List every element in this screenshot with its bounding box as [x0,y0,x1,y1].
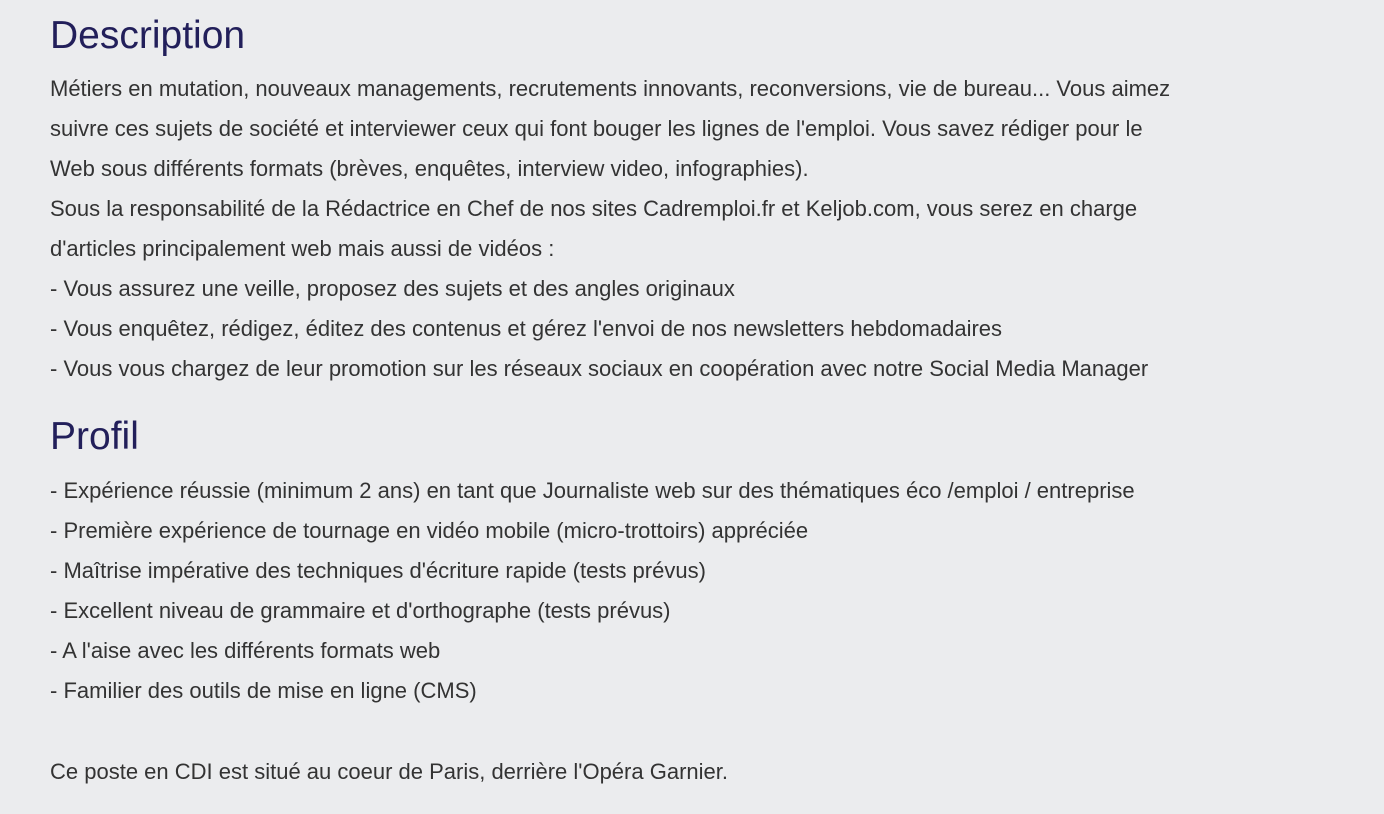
profil-requirements-list [50,471,1135,711]
profil-line: - Familier des outils de mise en ligne (CMS) [50,678,477,703]
description-line: suivre ces sujets de société et interviewer ceux qui font bouger les lignes de l'emploi. Vous savez rédiger pour le [50,116,1143,141]
profil-line: - Expérience réussie (minimum 2 ans) en tant que Journaliste web sur des thématiques éco /emploi / entreprise [50,478,1135,503]
description-line: Métiers en mutation, nouveaux managements, recrutements innovants, reconversions, vie de bureau... Vous aimez [50,76,1171,101]
description-line: - Vous enquêtez, rédigez, éditez des contenus et gérez l'envoi de nos newsletters hebdomadaires [50,316,1003,341]
profil-heading: Profil [50,415,139,458]
description-line: - Vous vous chargez de leur promotion sur les réseaux sociaux en coopération avec notre Social Media Manager [50,356,1149,381]
description-heading: Description [50,14,246,57]
profil-line: - Maîtrise impérative des techniques d'écriture rapide (tests prévus) [50,558,706,583]
job-location-text: Ce poste en CDI est situé au coeur de Paris, derrière l'Opéra Garnier. [50,759,728,784]
description-text [50,69,1170,389]
description-line: Sous la responsabilité de la Rédactrice en Chef de nos sites Cadremploi.fr et Keljob.com, vous serez en charge [50,196,1138,221]
profil-line: - A l'aise avec les différents formats web [50,638,441,663]
description-line: - Vous assurez une veille, proposez des sujets et des angles originaux [50,276,735,301]
description-line: Web sous différents formats (brèves, enquêtes, interview video, infographies). [50,156,809,181]
description-line: d'articles principalement web mais aussi de vidéos : [50,236,555,261]
profil-line: - Première expérience de tournage en vidéo mobile (micro-trottoirs) appréciée [50,518,809,543]
profil-line: - Excellent niveau de grammaire et d'orthographe (tests prévus) [50,598,671,623]
